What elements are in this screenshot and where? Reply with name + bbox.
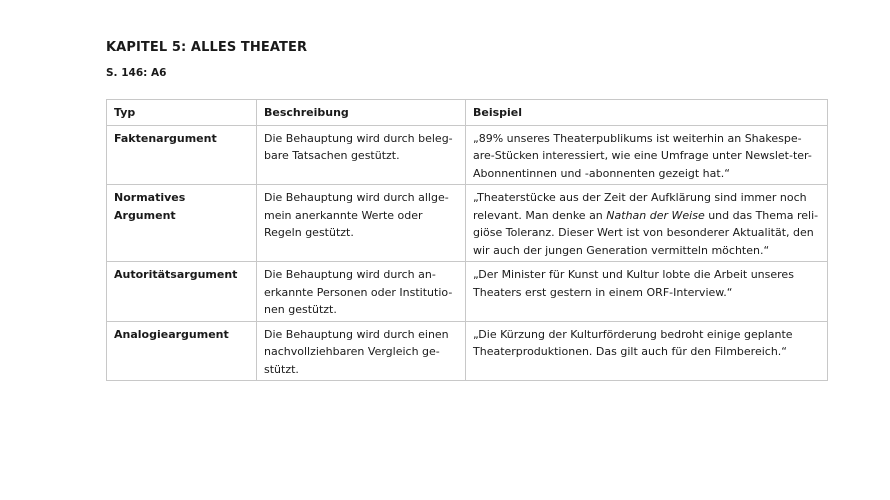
page-title: KAPITEL 5: ALLES THEATER [106,40,308,55]
table-row [107,262,828,322]
table-row [107,321,828,381]
table-header-row [107,100,828,126]
argument-types-table [106,99,828,381]
row-example [466,185,828,262]
page-reference: S. 146: A6 [106,67,167,79]
row-description: Die Behauptung wird durch einen nachvollziehbaren Vergleich ge-stützt. [257,321,466,381]
column-header-example: Beispiel [466,100,828,126]
table-row [107,125,828,185]
table-row [107,185,828,262]
row-example: „89% unseres Theaterpublikums ist weiterhin an Shakespe-are-Stücken interessiert, wie eine Umfrage unter Newslet-ter-Abonnentinnen und -abonnenten gezeigt hat.“ [466,125,828,185]
row-type: Autoritätsargument [107,262,257,322]
row-description: Die Behauptung wird durch an-erkannte Personen oder Institutio-nen gestützt. [257,262,466,322]
example-text-start: „Theaterstücke aus der Zeit der Aufklärung sind immer noch relevant. Man denke an [473,191,807,222]
work-title: Nathan der Weise [606,208,705,222]
row-type: Analogieargument [107,321,257,381]
row-description: Die Behauptung wird durch beleg-bare Tatsachen gestützt. [257,125,466,185]
example-text-end: und das Thema reli-giöse Toleranz. Dieser Wert ist von besonderer Aktualität, den wir auch der jungen Generation vermitteln möchten.“ [473,208,819,257]
row-type: Normatives Argument [107,185,257,262]
row-description: Die Behauptung wird durch allge-mein anerkannte Werte oder Regeln gestützt. [257,185,466,262]
row-example: „Die Kürzung der Kulturförderung bedroht einige geplante Theaterproduktionen. Das gilt auch für den Filmbereich.“ [466,321,828,381]
column-header-type: Typ [107,100,257,126]
row-type: Faktenargument [107,125,257,185]
column-header-description: Beschreibung [257,100,466,126]
row-example: „Der Minister für Kunst und Kultur lobte die Arbeit unseres Theaters erst gestern in einem ORF-Interview.“ [466,262,828,322]
